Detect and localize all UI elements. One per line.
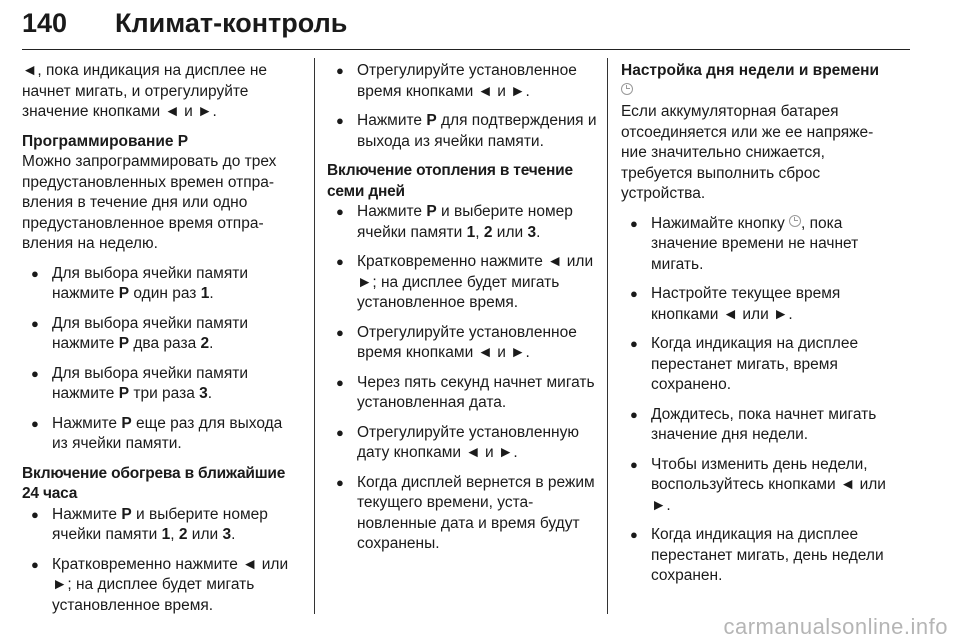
heating-24h-heading: Включение обогрева в ближайшие 24 часа (22, 464, 286, 502)
list-item: ● Для выбора ячейки памяти нажмите P два раза 2. (31, 314, 302, 355)
column-divider-2 (607, 58, 608, 614)
chapter-title: Климат-контроль (115, 8, 348, 38)
list-item: ● Кратковременно нажмите ◄ или ►; на дисплее будет мигать установленное время. (336, 252, 597, 314)
programming-text: Можно запрограммировать до трех предустановленных времен отправления в течение дня или одно предустановленное время отправления на неделю. (22, 153, 277, 252)
heating-week-heading: Включение отопления в течение семи дней (327, 162, 573, 200)
list-item: ● Нажмите P для подтверждения и выхода из ячейки памяти. (336, 111, 597, 152)
page-number: 140 (22, 8, 68, 38)
setup-list (621, 214, 893, 587)
list-item: ● Нажимайте кнопку , пока значение времени не начнет мигать. (630, 214, 893, 276)
column-2 (327, 61, 597, 564)
list-item: ● Дождитесь, пока начнет мигать значение дня недели. (630, 405, 893, 446)
column-divider-1 (314, 58, 315, 614)
list-item: ● Отрегулируйте установленное время кнопками ◄ и ►. (336, 323, 597, 364)
day-time-heading: Настройка дня недели и времени (621, 61, 893, 102)
header-rule (22, 49, 910, 50)
memory-list (22, 264, 302, 455)
heating-list (22, 505, 302, 617)
column-1 (22, 61, 302, 625)
column-3 (621, 61, 893, 596)
reset-text: Если аккумуляторная батарея отсоединяется или же ее напряжение значительно снижается, требуется выполнить сброс устройства. (621, 103, 874, 202)
list-item: ● Нажмите P и выберите номер ячейки памяти 1, 2 или 3. (336, 202, 597, 243)
list-item: ● Отрегулируйте установленное время кнопками ◄ и ►. (336, 61, 597, 102)
continued-list (327, 61, 597, 152)
list-item: ● Нажмите P и выберите номер ячейки памяти 1, 2 или 3. (31, 505, 302, 546)
clock-icon (621, 83, 633, 95)
list-item: ● Чтобы изменить день недели, воспользуйтесь кнопками ◄ или ►. (630, 455, 893, 517)
page-header (22, 4, 910, 48)
list-item: ● Когда индикация на дисплее перестанет мигать, время сохранено. (630, 334, 893, 396)
clock-icon (789, 215, 801, 227)
intro-paragraph: ◄, пока индикация на дисплее не начнет мигать, и отрегулируйте значение кнопками ◄ и ►. (22, 62, 268, 120)
list-item: ● Кратковременно нажмите ◄ или ►; на дисплее будет мигать установленное время. (31, 555, 302, 617)
list-item: ● Для выбора ячейки памяти нажмите P один раз 1. (31, 264, 302, 305)
list-item: ● Нажмите P еще раз для выхода из ячейки памяти. (31, 414, 302, 455)
watermark: carmanualsonline.info (723, 614, 948, 639)
programming-heading: Программирование P (22, 132, 189, 150)
list-item: ● Для выбора ячейки памяти нажмите P три раза 3. (31, 364, 302, 405)
list-item: ● Настройте текущее время кнопками ◄ или ►. (630, 284, 893, 325)
week-list (327, 202, 597, 555)
list-item: ● Когда дисплей вернется в режим текущего времени, установленные дата и время будут сохранены. (336, 473, 597, 555)
list-item: ● Через пять секунд начнет мигать установленная дата. (336, 373, 597, 414)
list-item: ● Отрегулируйте установленную дату кнопками ◄ и ►. (336, 423, 597, 464)
list-item: ● Когда индикация на дисплее перестанет мигать, день недели сохранен. (630, 525, 893, 587)
